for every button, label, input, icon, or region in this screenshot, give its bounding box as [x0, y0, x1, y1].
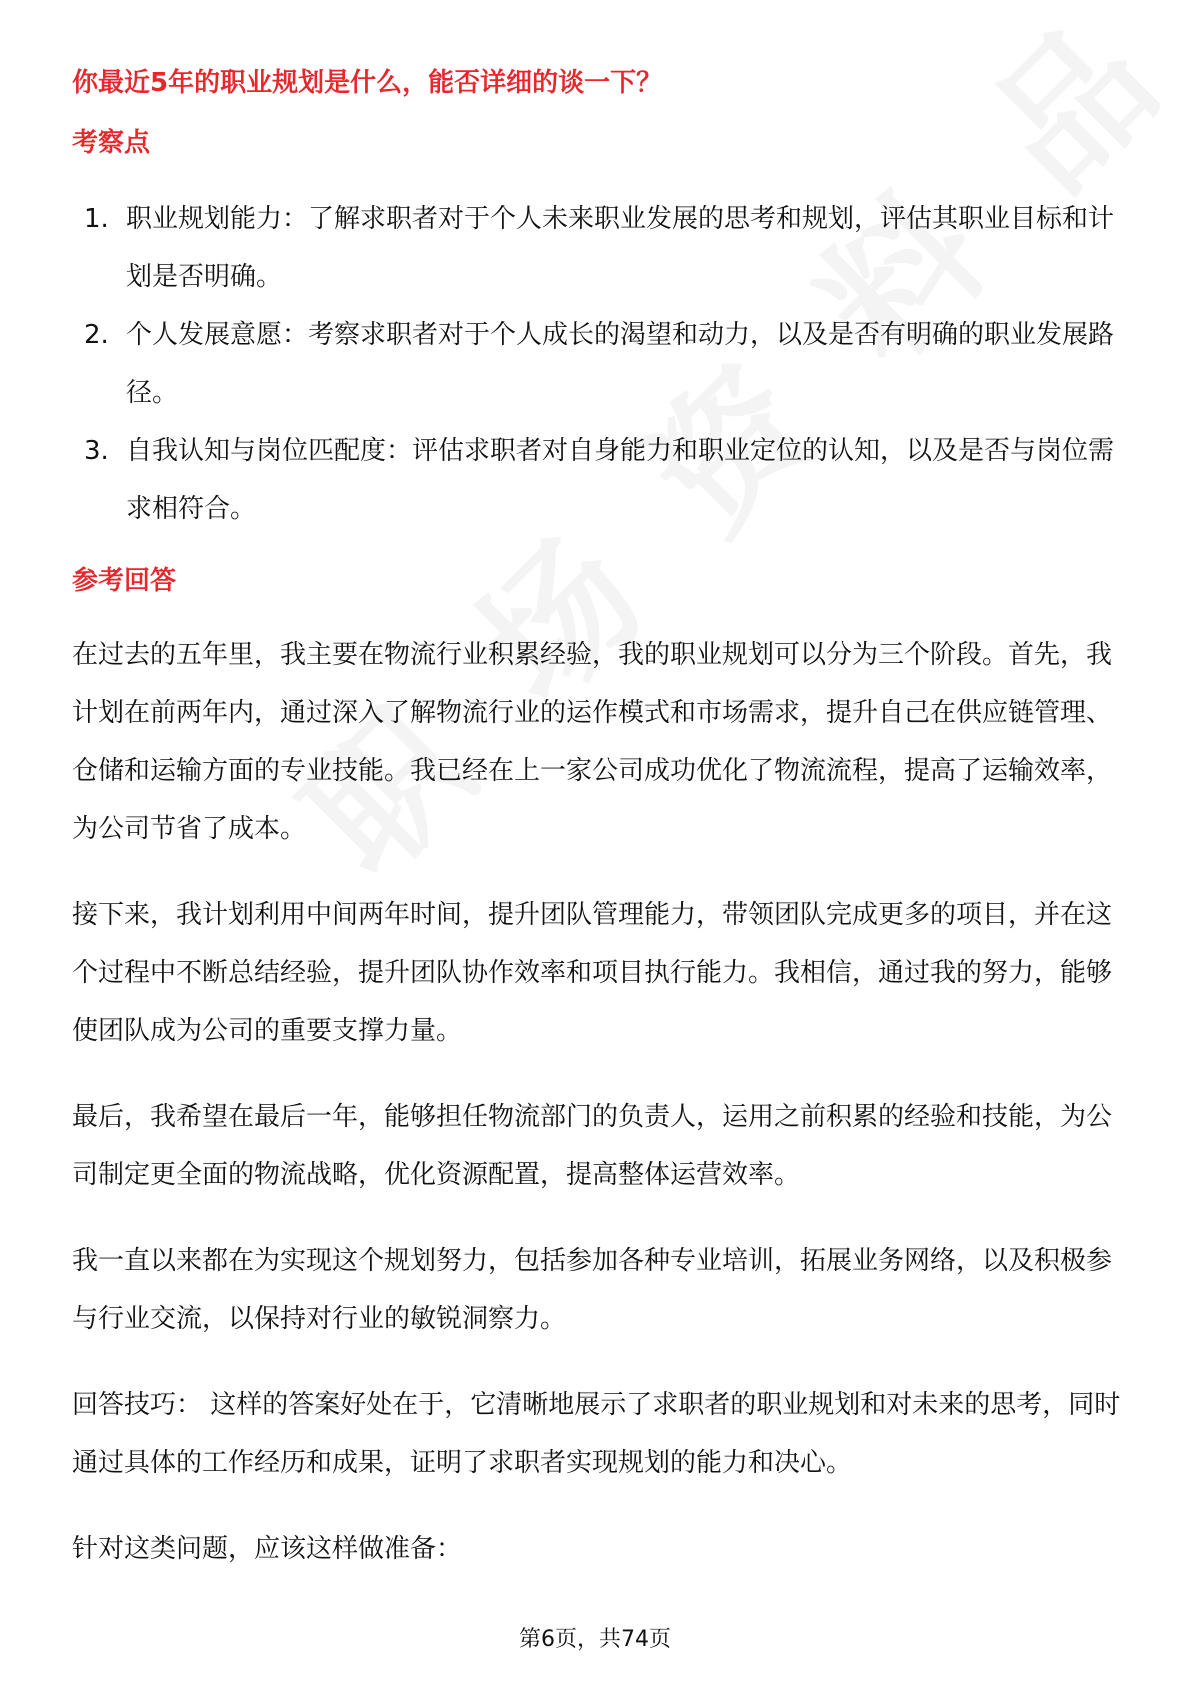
question-title: 你最近5年的职业规划是什么，能否详细的谈一下？ [72, 68, 663, 98]
list-number: 3. [84, 436, 109, 466]
list-item [72, 422, 1122, 538]
answer-paragraph: 最后，我希望在最后一年，能够担任物流部门的负责人，运用之前积累的经验和技能，为公司制定更全面的物流战略，优化资源配置，提高整体运营效率。 [72, 1102, 1113, 1190]
answer-heading: 参考回答 [72, 566, 177, 596]
list-item [72, 190, 1122, 306]
list-text: 个人发展意愿：考察求职者对于个人成长的渴望和动力，以及是否有明确的职业发展路径。 [126, 320, 1115, 408]
page-footer: 第6页，共74页 [519, 1627, 671, 1652]
focus-list [72, 190, 1122, 538]
list-number: 1. [84, 204, 109, 234]
answer-paragraph: 我一直以来都在为实现这个规划努力，包括参加各种专业培训，拓展业务网络，以及积极参与行业交流，以保持对行业的敏锐洞察力。 [72, 1246, 1113, 1334]
preparation-paragraph: 针对这类问题，应该这样做准备： [72, 1534, 463, 1564]
focus-heading: 考察点 [72, 128, 151, 158]
list-text: 职业规划能力：了解求职者对于个人未来职业发展的思考和规划，评估其职业目标和计划是否明确。 [126, 204, 1115, 292]
answer-paragraph: 接下来，我计划利用中间两年时间，提升团队管理能力，带领团队完成更多的项目，并在这个过程中不断总结经验，提升团队协作效率和项目执行能力。我相信，通过我的努力，能够使团队成为公司的重要支撑力量。 [72, 900, 1113, 1046]
list-item [72, 306, 1122, 422]
list-text: 自我认知与岗位匹配度：评估求职者对自身能力和职业定位的认知，以及是否与岗位需求相符合。 [126, 436, 1115, 524]
tips-paragraph: 回答技巧： 这样的答案好处在于，它清晰地展示了求职者的职业规划和对未来的思考，同时通过具体的工作经历和成果，证明了求职者实现规划的能力和决心。 [72, 1390, 1121, 1478]
answer-paragraph: 在过去的五年里，我主要在物流行业积累经验，我的职业规划可以分为三个阶段。首先，我计划在前两年内，通过深入了解物流行业的运作模式和市场需求，提升自己在供应链管理、仓储和运输方面的专业技能。我已经在上一家公司成功优化了物流流程，提高了运输效率，为公司节省了成本。 [72, 640, 1113, 844]
list-number: 2. [84, 320, 109, 350]
